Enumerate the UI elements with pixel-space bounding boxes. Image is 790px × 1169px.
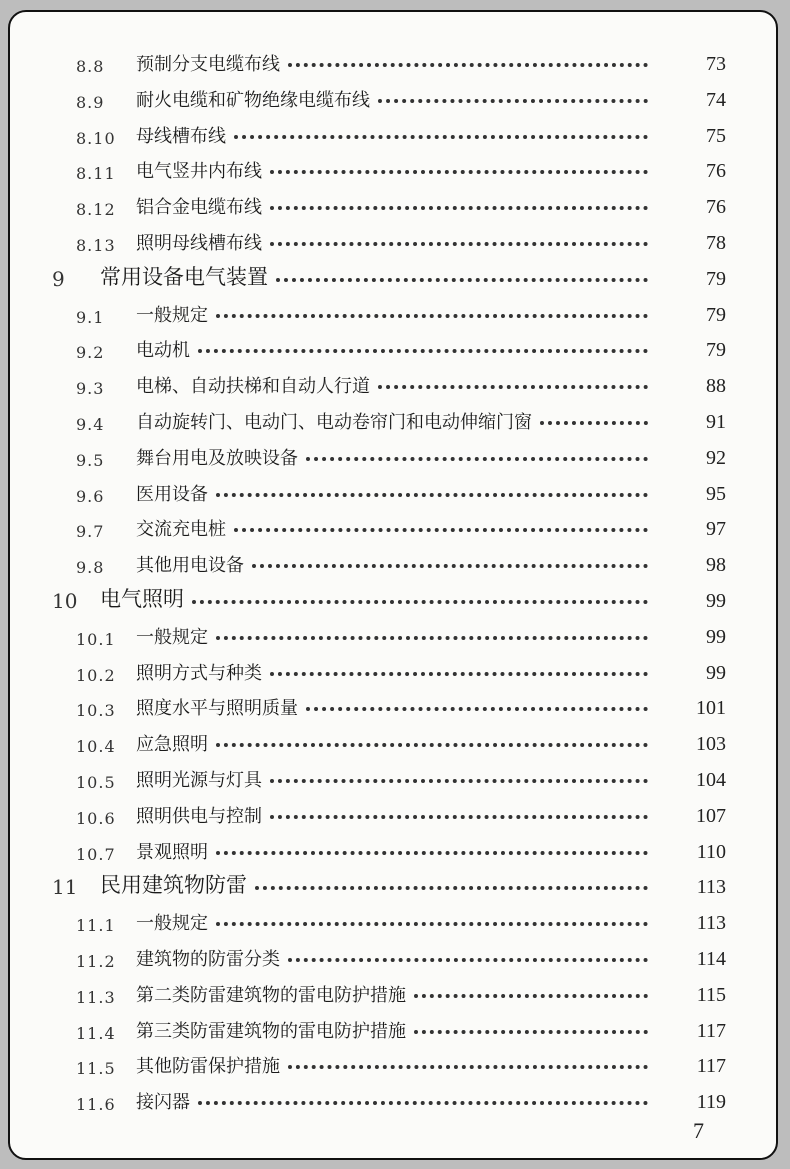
toc-section-row	[10, 975, 776, 1007]
dot-leader	[540, 421, 648, 425]
toc-entry-page: 97	[706, 518, 726, 541]
toc-section-row	[10, 832, 776, 864]
toc-section-row	[10, 366, 776, 398]
toc-entry-page: 79	[706, 303, 726, 326]
toc-entry-number: 9.3	[76, 379, 105, 399]
toc-entry-title: 接闪器	[136, 1092, 190, 1114]
toc-entry-title: 电气照明	[100, 587, 184, 611]
dot-leader	[216, 743, 648, 747]
toc-section-row	[10, 295, 776, 327]
toc-entry-number: 9.4	[76, 415, 105, 434]
toc-entry-number: 9.7	[76, 522, 105, 542]
toc-entry-page: 79	[706, 339, 726, 362]
toc-entry-title: 照明供电与控制	[136, 805, 262, 827]
dot-leader	[192, 600, 648, 604]
toc-section-row	[10, 760, 776, 792]
toc-entry-page: 119	[696, 1091, 726, 1114]
toc-entry-page: 79	[706, 267, 726, 290]
toc-entry-page: 91	[706, 411, 726, 433]
dot-leader	[198, 349, 648, 353]
toc-entry-title: 照度水平与照明质量	[136, 698, 298, 720]
dot-leader	[270, 815, 648, 819]
toc-entry-title: 第三类防雷建筑物的雷电防护措施	[136, 1020, 406, 1042]
dot-leader	[270, 779, 648, 783]
dot-leader	[288, 63, 648, 67]
toc-entry-title: 耐火电缆和矿物绝缘电缆布线	[136, 89, 370, 111]
dot-leader	[234, 528, 648, 532]
toc-entry-number: 10.5	[76, 773, 116, 792]
document-page	[8, 10, 778, 1160]
toc-entry-title: 其他用电设备	[136, 555, 244, 577]
toc-entry-page: 117	[696, 1055, 726, 1078]
toc-entry-number: 10.4	[76, 737, 116, 757]
toc-entry-title: 景观照明	[136, 841, 208, 863]
toc-section-row	[10, 474, 776, 506]
toc-entry-number: 9.6	[76, 486, 105, 506]
dot-leader	[234, 135, 648, 139]
dot-leader	[270, 242, 648, 246]
dot-leader	[270, 672, 648, 676]
dot-leader	[216, 493, 648, 497]
dot-leader	[216, 922, 648, 926]
toc-entry-title: 一般规定	[136, 304, 208, 326]
toc-entry-page: 110	[696, 840, 726, 863]
toc-entry-page: 92	[706, 446, 726, 469]
toc-entry-title: 第二类防雷建筑物的雷电防护措施	[136, 984, 406, 1006]
toc-section-row	[10, 44, 776, 76]
dot-leader	[378, 99, 648, 103]
dot-leader	[378, 385, 648, 389]
toc-entry-page: 104	[696, 769, 726, 791]
toc-chapter-row	[10, 581, 776, 613]
toc-section-row	[10, 1011, 776, 1043]
toc-section-row	[10, 402, 776, 434]
toc-entry-number: 11.1	[76, 916, 116, 936]
dot-leader	[270, 170, 648, 174]
toc-entry-title: 交流充电桩	[136, 519, 226, 541]
dot-leader	[216, 314, 648, 318]
toc-entry-page: 101	[696, 697, 726, 720]
toc-section-row	[10, 796, 776, 828]
toc-chapter-row	[10, 259, 776, 291]
dot-leader	[198, 1101, 648, 1105]
toc-entry-title: 电梯、自动扶梯和自动人行道	[136, 376, 370, 398]
toc-entry-title: 一般规定	[136, 626, 208, 648]
toc-entry-page: 78	[706, 232, 726, 254]
toc-entry-number: 10.1	[76, 629, 116, 649]
toc-entry-number: 9	[52, 266, 65, 291]
toc-entry-number: 11.2	[76, 952, 116, 971]
toc-entry-number: 11.5	[76, 1059, 116, 1079]
toc-entry-number: 10.7	[76, 844, 116, 864]
dot-leader	[216, 851, 648, 855]
toc-section-row	[10, 1082, 776, 1114]
toc-entry-page: 99	[706, 590, 726, 612]
toc-entry-title: 其他防雷保护措施	[136, 1056, 280, 1078]
toc-entry-title: 民用建筑物防雷	[100, 873, 247, 898]
toc-entry-page: 114	[696, 948, 726, 970]
table-of-contents	[10, 12, 776, 1158]
toc-entry-number: 8.9	[76, 92, 105, 112]
toc-entry-title: 铝合金电缆布线	[136, 197, 262, 219]
toc-entry-number: 10.2	[76, 665, 116, 685]
toc-entry-page: 99	[706, 661, 726, 684]
toc-section-row	[10, 80, 776, 112]
toc-entry-title: 一般规定	[136, 913, 208, 935]
toc-entry-page: 88	[706, 375, 726, 398]
toc-entry-page: 98	[706, 554, 726, 577]
toc-entry-page: 95	[706, 482, 726, 505]
toc-entry-title: 建筑物的防雷分类	[136, 949, 280, 970]
toc-entry-number: 10	[52, 589, 78, 613]
toc-entry-number: 11.3	[76, 987, 116, 1007]
toc-entry-title: 自动旋转门、电动门、电动卷帘门和电动伸缩门窗	[136, 412, 532, 433]
toc-section-row	[10, 330, 776, 362]
toc-entry-page: 76	[706, 196, 726, 219]
toc-entry-page: 107	[696, 804, 726, 827]
toc-entry-title: 照明方式与种类	[136, 662, 262, 684]
toc-section-row	[10, 1046, 776, 1078]
toc-entry-number: 8.12	[76, 200, 116, 220]
toc-entry-number: 11	[52, 875, 78, 900]
dot-leader	[270, 206, 648, 210]
toc-entry-title: 电动机	[136, 340, 190, 362]
toc-section-row	[10, 653, 776, 685]
toc-entry-number: 11.6	[76, 1095, 116, 1115]
dot-leader	[216, 636, 648, 640]
toc-entry-title: 照明母线槽布线	[136, 233, 262, 254]
toc-entry-title: 母线槽布线	[136, 125, 226, 147]
toc-entry-title: 医用设备	[136, 483, 208, 505]
page-number: 7	[693, 1118, 704, 1143]
dot-leader	[276, 278, 648, 282]
toc-entry-number: 11.4	[76, 1023, 116, 1043]
toc-entry-page: 74	[706, 88, 726, 111]
toc-entry-title: 舞台用电及放映设备	[136, 447, 298, 469]
toc-entry-number: 8.8	[76, 57, 105, 76]
toc-entry-number: 9.2	[76, 343, 105, 363]
toc-entry-title: 电气竖井内布线	[136, 161, 262, 183]
toc-entry-number: 8.11	[76, 164, 116, 184]
dot-leader	[306, 707, 648, 711]
toc-section-row	[10, 545, 776, 577]
toc-entry-page: 113	[696, 876, 726, 899]
toc-entry-title: 照明光源与灯具	[136, 770, 262, 791]
toc-entry-number: 9.5	[76, 450, 105, 470]
toc-section-row	[10, 438, 776, 470]
toc-entry-page: 117	[696, 1019, 726, 1042]
toc-section-row	[10, 116, 776, 148]
toc-entry-number: 8.13	[76, 236, 116, 255]
toc-entry-page: 103	[696, 733, 726, 756]
toc-section-row	[10, 151, 776, 183]
toc-section-row	[10, 939, 776, 971]
dot-leader	[414, 994, 648, 998]
toc-entry-page: 73	[706, 53, 726, 75]
dot-leader	[288, 958, 648, 962]
toc-entry-number: 10.3	[76, 701, 116, 721]
toc-entry-number: 9.8	[76, 558, 105, 578]
dot-leader	[288, 1065, 648, 1069]
toc-section-row	[10, 509, 776, 541]
toc-entry-page: 113	[696, 912, 726, 935]
toc-entry-page: 99	[706, 625, 726, 648]
dot-leader	[252, 564, 648, 568]
toc-section-row	[10, 688, 776, 720]
dot-leader	[255, 886, 648, 890]
toc-entry-title: 常用设备电气装置	[100, 264, 268, 289]
toc-entry-number: 10.6	[76, 808, 116, 828]
toc-entry-title: 应急照明	[136, 734, 208, 756]
toc-entry-title: 预制分支电缆布线	[136, 54, 280, 75]
toc-entry-page: 75	[706, 124, 726, 147]
toc-section-row	[10, 617, 776, 649]
toc-entry-page: 115	[696, 983, 726, 1006]
dot-leader	[306, 457, 648, 461]
toc-entry-number: 9.1	[76, 307, 105, 327]
toc-section-row	[10, 223, 776, 255]
toc-entry-number: 8.10	[76, 128, 116, 148]
toc-entry-page: 76	[706, 160, 726, 183]
toc-section-row	[10, 724, 776, 756]
toc-chapter-row	[10, 867, 776, 899]
toc-section-row	[10, 903, 776, 935]
toc-section-row	[10, 187, 776, 219]
dot-leader	[414, 1030, 648, 1034]
